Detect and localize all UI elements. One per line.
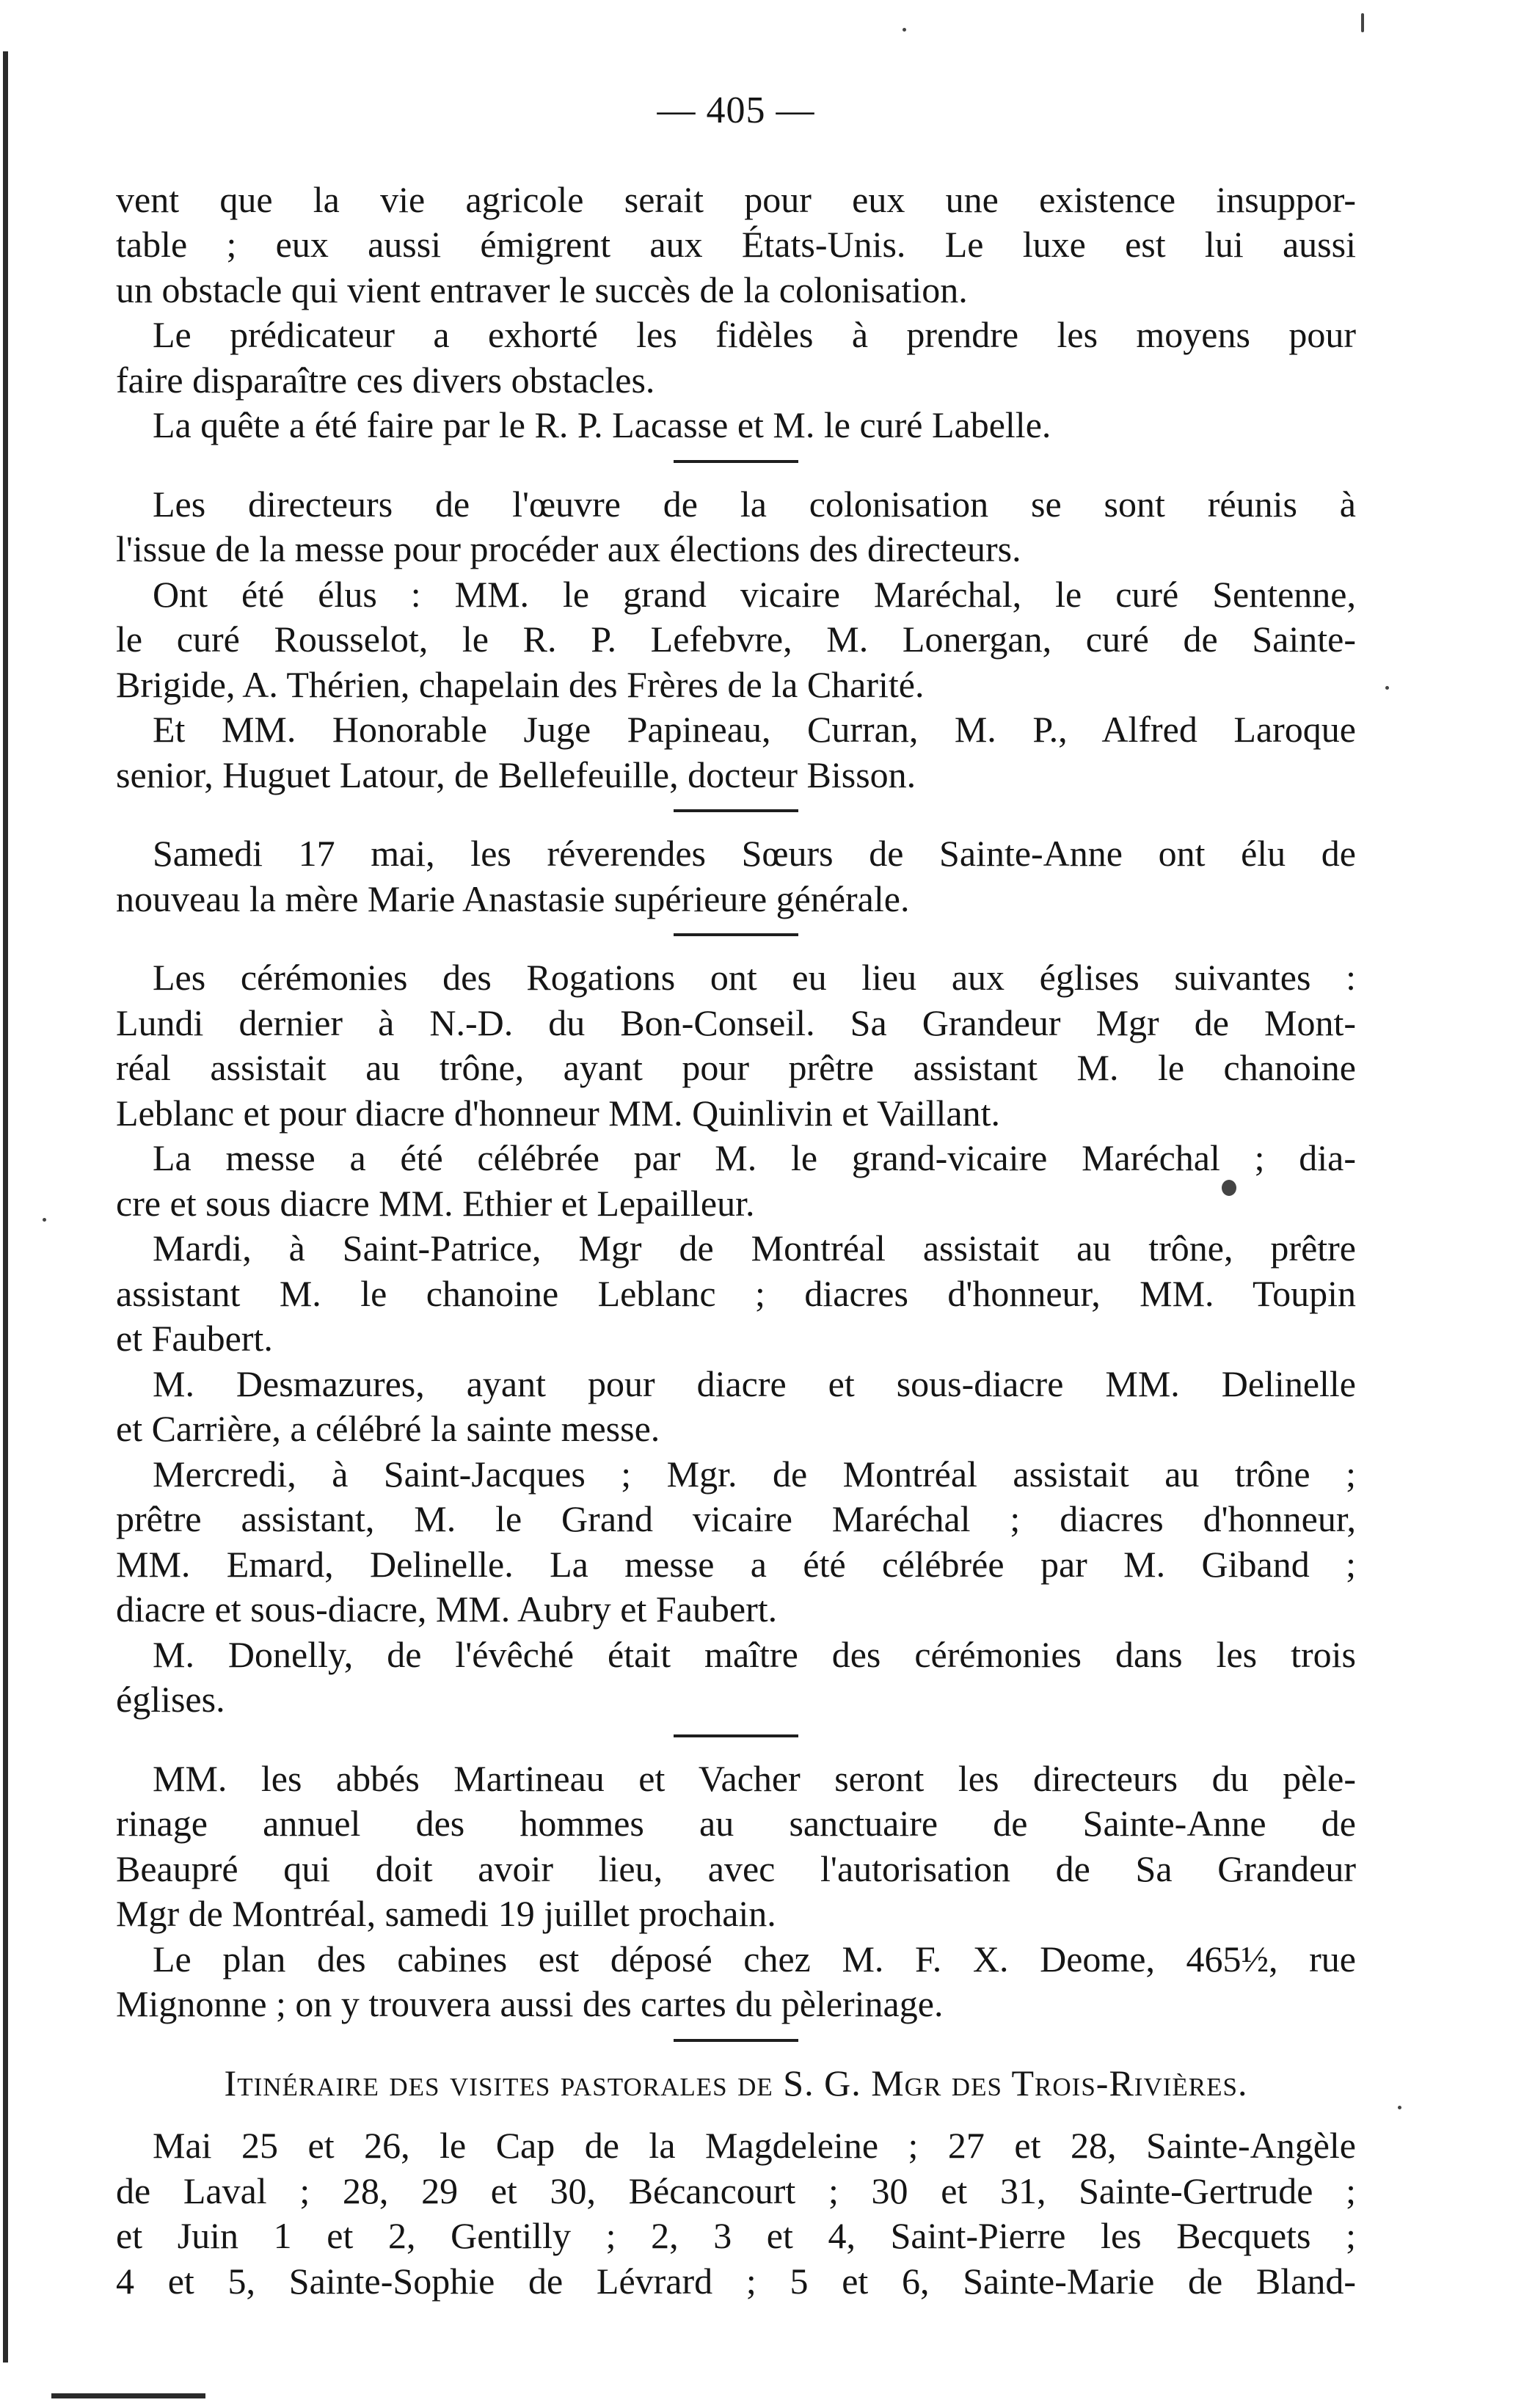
paragraph: [116, 1756, 1356, 1937]
bottom-edge-rule: [51, 2393, 205, 2398]
paragraph: [116, 178, 1356, 313]
paragraph: [116, 1452, 1356, 1632]
text-line: table ; eux aussi émigrent aux États-Unis. Le luxe est lui aussi: [116, 224, 1356, 265]
text-line: Les directeurs de l'œuvre de la colonisation se sont réunis à: [153, 483, 1356, 525]
text-line: nouveau la mère Marie Anastasie supérieure générale.: [116, 878, 910, 919]
text-line: faire disparaître ces divers obstacles.: [116, 359, 655, 401]
section-heading: Itinéraire des visites pastorales de S. G. Mgr des Trois-Rivières.: [224, 2062, 1248, 2104]
binding-gutter-line: [3, 51, 8, 2363]
text-line: vent que la vie agricole serait pour eux une existence insuppor-: [116, 178, 1356, 220]
text-line: et Carrière, a célébré la sainte messe.: [116, 1408, 660, 1449]
text-line: Mgr de Montréal, samedi 19 juillet prochain.: [116, 1893, 776, 1934]
text-line: M. Desmazures, ayant pour diacre et sous-diacre MM. Delinelle: [153, 1362, 1356, 1404]
text-line: Samedi 17 mai, les réverendes Sœurs de Sainte-Anne ont élu de: [153, 833, 1356, 874]
page-body: [116, 178, 1356, 2305]
ink-speck: [43, 1218, 46, 1222]
text-line: rinage annuel des hommes au sanctuaire de Sainte-Anne de: [116, 1803, 1356, 1844]
text-line: 4 et 5, Sainte-Sophie de Lévrard ; 5 et 6, Sainte-Marie de Bland-: [116, 2260, 1356, 2302]
section-separator-rule: [674, 1734, 798, 1737]
text-line: Mercredi, à Saint-Jacques ; Mgr. de Montréal assistait au trône ;: [153, 1453, 1356, 1495]
text-line: Le prédicateur a exhorté les fidèles à prendre les moyens pour: [153, 314, 1356, 355]
text-line: Mai 25 et 26, le Cap de la Magdeleine ; 27 et 28, Sainte-Angèle: [153, 2125, 1356, 2166]
text-line: Brigide, A. Thérien, chapelain des Frères de la Charité.: [116, 663, 925, 705]
document-page: [116, 88, 1356, 2304]
text-line: Mignonne ; on y trouvera aussi des cartes du pèlerinage.: [116, 1983, 944, 2024]
text-line: et Juin 1 et 2, Gentilly ; 2, 3 et 4, Saint-Pierre les Becquets ;: [116, 2215, 1356, 2256]
paragraph: [116, 831, 1356, 922]
paragraph: [116, 1937, 1356, 2027]
section-separator-rule: [674, 460, 798, 463]
text-line: Mardi, à Saint-Patrice, Mgr de Montréal assistait au trône, prêtre: [153, 1227, 1356, 1269]
text-line: églises.: [116, 1679, 225, 1720]
text-line: Lundi dernier à N.-D. du Bon-Conseil. Sa Grandeur Mgr de Mont-: [116, 1001, 1356, 1043]
paragraph: [116, 1362, 1356, 1452]
ink-speck: [1398, 2106, 1401, 2109]
paragraph: [116, 1136, 1356, 1226]
paragraph: [116, 707, 1356, 798]
text-line: Le plan des cabines est déposé chez M. F. X. Deome, 465½, rue: [153, 1938, 1356, 1980]
text-line: cre et sous diacre MM. Ethier et Lepailleur.: [116, 1182, 755, 1224]
text-line: MM. Emard, Delinelle. La messe a été célébrée par M. Giband ;: [116, 1543, 1356, 1585]
text-line: MM. les abbés Martineau et Vacher seront les directeurs du pèle-: [153, 1757, 1356, 1799]
text-line: de Laval ; 28, 29 et 30, Bécancourt ; 30 et 31, Sainte-Gertrude ;: [116, 2170, 1356, 2211]
text-line: Et MM. Honorable Juge Papineau, Curran, M. P., Alfred Laroque: [153, 709, 1356, 750]
text-line: le curé Rousselot, le R. P. Lefebvre, M. Lonergan, curé de Sainte-: [116, 619, 1356, 660]
page-number: — 405 —: [657, 90, 815, 131]
paragraph: [116, 482, 1356, 572]
text-line: l'issue de la messe pour procéder aux élections des directeurs.: [116, 528, 1021, 569]
text-line: La quête a été faire par le R. P. Lacasse et M. le curé Labelle.: [153, 404, 1051, 445]
paragraph: [116, 1632, 1356, 1723]
paragraph: [116, 955, 1356, 1136]
text-line: Leblanc et pour diacre d'honneur MM. Quinlivin et Vaillant.: [116, 1092, 1001, 1134]
ink-speck: [903, 28, 906, 32]
ink-speck: [1361, 13, 1364, 32]
text-line: senior, Huguet Latour, de Bellefeuille, docteur Bisson.: [116, 754, 916, 795]
section-separator-rule: [674, 809, 798, 812]
text-line: diacre et sous-diacre, MM. Aubry et Faubert.: [116, 1588, 778, 1630]
text-line: et Faubert.: [116, 1318, 273, 1359]
text-line: M. Donelly, de l'évêché était maître des cérémonies dans les trois: [153, 1633, 1356, 1675]
text-line: un obstacle qui vient entraver le succès de la colonisation.: [116, 269, 968, 310]
paragraph: [116, 313, 1356, 403]
section-separator-rule: [674, 933, 798, 936]
text-line: réal assistait au trône, ayant pour prêtre assistant M. le chanoine: [116, 1047, 1356, 1088]
ink-speck: [1385, 686, 1389, 690]
paragraph: [116, 2123, 1356, 2304]
paragraph: [116, 572, 1356, 708]
section-separator-rule: [674, 2039, 798, 2042]
text-line: assistant M. le chanoine Leblanc ; diacres d'honneur, MM. Toupin: [116, 1272, 1356, 1314]
text-line: Les cérémonies des Rogations ont eu lieu aux églises suivantes :: [153, 957, 1356, 998]
text-line: Ont été élus : MM. le grand vicaire Maréchal, le curé Sentenne,: [153, 573, 1356, 615]
paragraph: [116, 403, 1356, 448]
text-line: Beaupré qui doit avoir lieu, avec l'autorisation de Sa Grandeur: [116, 1847, 1356, 1889]
text-line: prêtre assistant, M. le Grand vicaire Maréchal ; diacres d'honneur,: [116, 1498, 1356, 1539]
paragraph: [116, 1226, 1356, 1362]
text-line: La messe a été célébrée par M. le grand-vicaire Maréchal ; dia-: [153, 1137, 1356, 1178]
